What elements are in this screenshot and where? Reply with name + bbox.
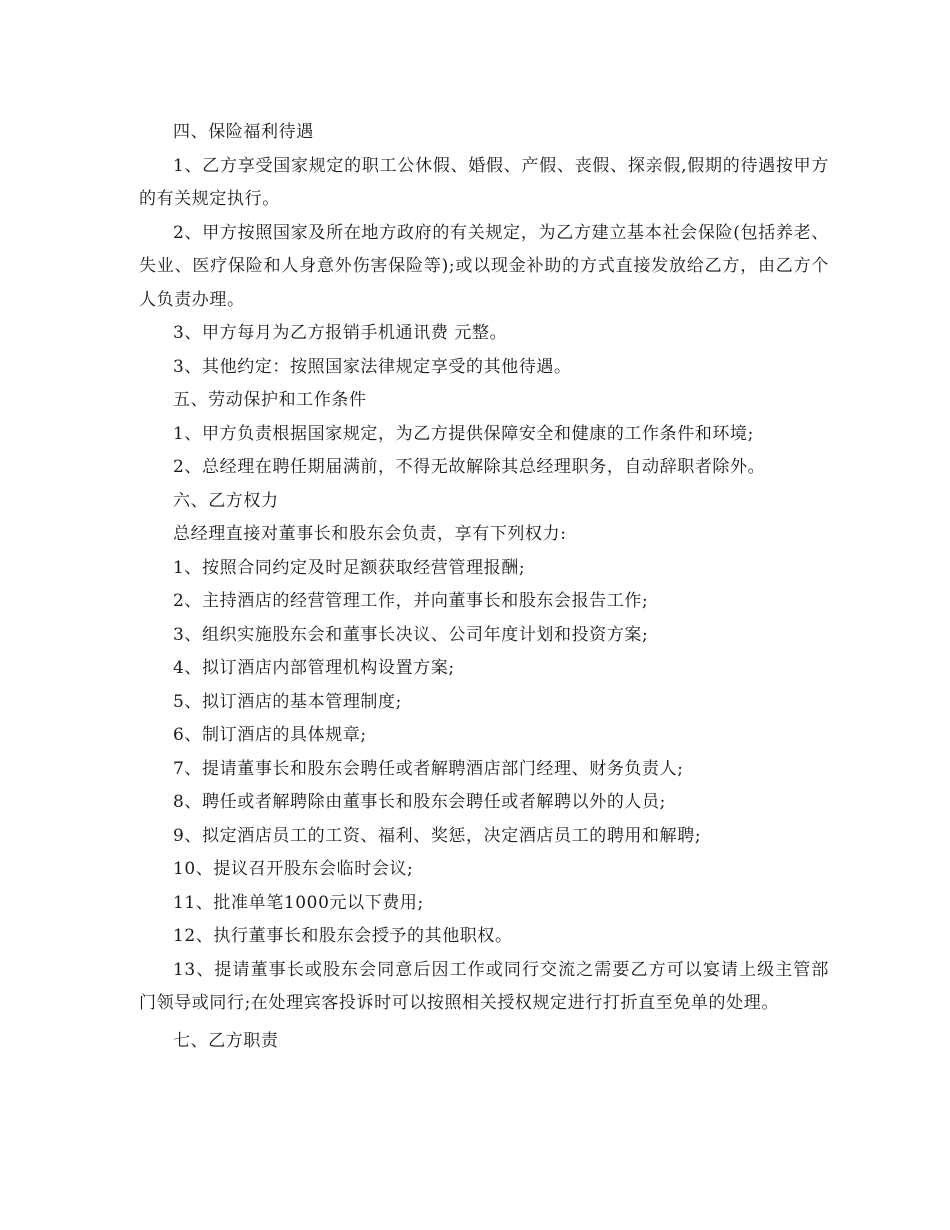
list-item-right-9: 9、拟定酒店员工的工资、福利、奖惩，决定酒店员工的聘用和解聘; [173, 825, 702, 846]
section-heading-labor-protection: 五、劳动保护和工作条件 [173, 390, 367, 410]
list-item-right-7: 7、提请董事长和股东会聘任或者解聘酒店部门经理、财务负责人; [173, 758, 684, 779]
list-item-right-5: 5、拟订酒店的基本管理制度; [173, 691, 402, 712]
list-item-right-1: 1、按照合同约定及时足额获取经营管理报酬; [173, 557, 526, 578]
paragraph-rights-intro: 总经理直接对董事长和股东会负责，享有下列权力: [173, 524, 567, 544]
paragraph-leave: 1、乙方享受国家规定的职工公休假、婚假、产假、丧假、探亲假,假期的待遇按甲方的有关规定执行。 [139, 155, 829, 209]
list-item-right-8: 8、聘任或者解聘除由董事长和股东会聘任或者解聘以外的人员; [173, 792, 666, 812]
list-item-right-4: 4、拟订酒店内部管理机构设置方案; [173, 658, 455, 678]
list-item-right-3: 3、组织实施股东会和董事长决议、公司年度计划和投资方案; [173, 624, 649, 645]
list-item-right-12: 12、执行董事长和股东会授予的其他职权。 [173, 926, 513, 946]
list-item-right-10: 10、提议召开股东会临时会议; [173, 859, 414, 879]
paragraph-other-benefits: 3、其他约定：按照国家法律规定享受的其他待遇。 [173, 356, 572, 377]
document-body [139, 116, 829, 1058]
paragraph-social-insurance: 2、甲方按照国家及所在地方政府的有关规定，为乙方建立基本社会保险(包括养老、失业、医疗保险和人身意外伤害保险等);或以现金补助的方式直接发放给乙方，由乙方个人负责办理。 [139, 222, 829, 310]
section-heading-insurance: 四、保险福利待遇 [173, 122, 314, 142]
paragraph-work-conditions: 1、甲方负责根据国家规定，为乙方提供保障安全和健康的工作条件和环境; [173, 423, 754, 444]
list-item-right-2: 2、主持酒店的经营管理工作，并向董事长和股东会报告工作; [173, 591, 649, 611]
section-heading-rights: 六、乙方权力 [173, 490, 279, 511]
list-item-right-13: 13、提请董事长或股东会同意后因工作或同行交流之需要乙方可以宴请上级主管部门领导或同行;在处理宾客投诉时可以按照相关授权规定进行打折直至免单的处理。 [139, 959, 829, 1013]
paragraph-term-protection: 2、总经理在聘任期届满前，不得无故解除其总经理职务，自动辞职者除外。 [173, 457, 766, 477]
list-item-right-6: 6、制订酒店的具体规章; [173, 725, 367, 745]
list-item-right-11: 11、批准单笔1000元以下费用; [173, 892, 424, 913]
paragraph-phone-allowance: 3、甲方每月为乙方报销手机通讯费 元整。 [173, 323, 508, 343]
section-heading-duties: 七、乙方职责 [173, 1030, 279, 1051]
